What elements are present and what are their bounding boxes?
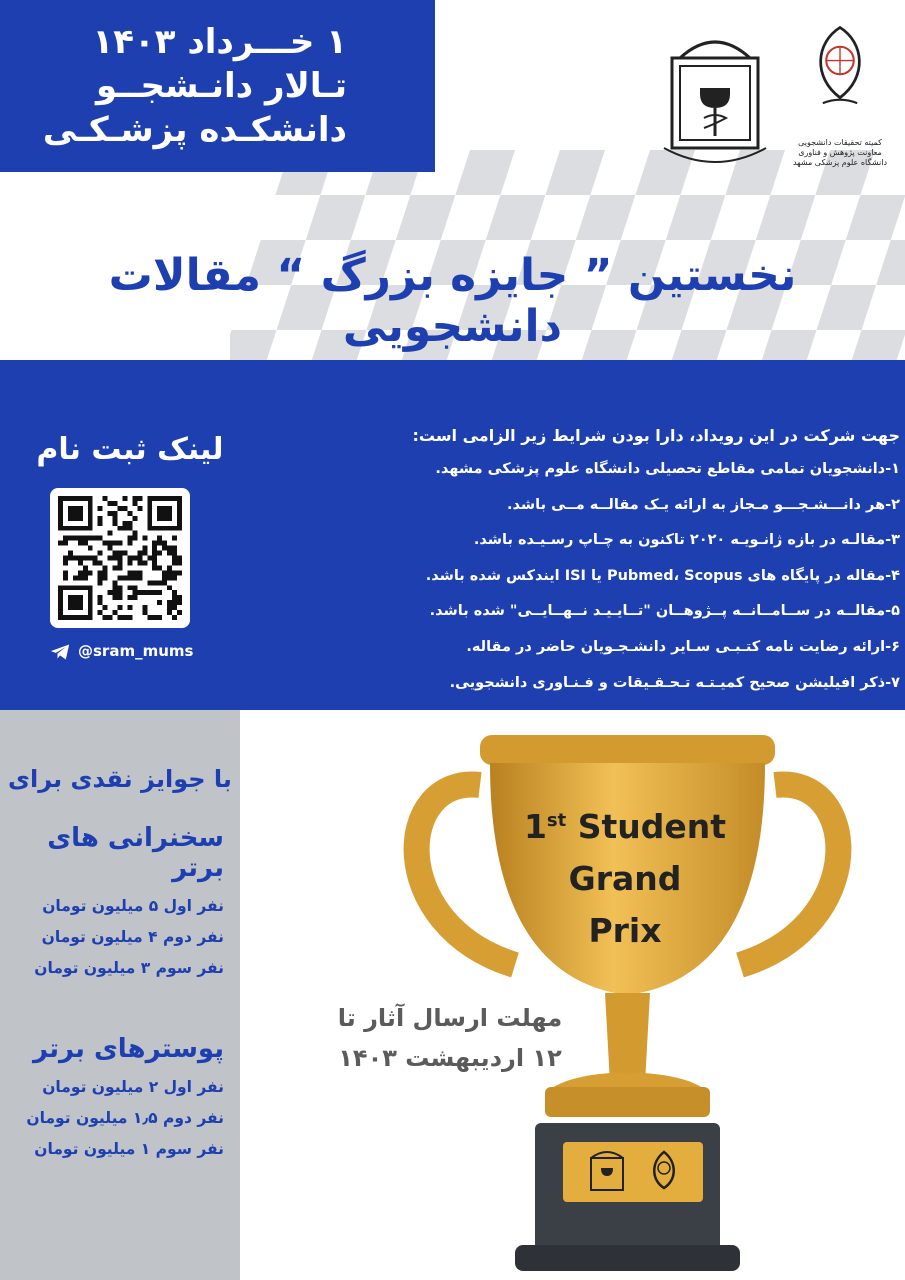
trophy-label bbox=[495, 795, 755, 957]
event-faculty: دانشکـده پزشـکـی bbox=[42, 110, 347, 150]
poster-prize-item: نفر سوم ۱ میلیون تومان bbox=[34, 1140, 224, 1158]
trophy-plaque bbox=[563, 1142, 703, 1202]
speakers-title: سخنرانی های برتر bbox=[47, 823, 224, 883]
mashhad-university-seal-icon bbox=[660, 28, 770, 168]
condition-item: ۱-دانشجویان تمامی مقاطع تحصیلی دانشگاه علوم پزشکی مشهد. bbox=[435, 461, 900, 477]
condition-item: ۲-هر دانـــشـجـــو مـجاز به ارائه یـک مقالــه مــی باشد. bbox=[507, 496, 900, 513]
registration-qr-code[interactable] bbox=[50, 488, 190, 628]
condition-item: ۳-مقالـه در بازه ژانـویـه ۲۰۲۰ تاکنون به چـاپ رسـیـده باشد. bbox=[473, 532, 900, 549]
event-info-box bbox=[0, 0, 435, 172]
event-date: ۱ خـــرداد ۱۴۰۳ bbox=[92, 22, 347, 62]
registration-title: لینک ثبت نام bbox=[36, 432, 224, 467]
condition-item: ۵-مقالــه در ســامــانــه پــژوهــان "تــایـیـد نــهــایــی" شده باشد. bbox=[429, 603, 900, 620]
research-committee-logo-icon bbox=[647, 1148, 681, 1196]
speaker-prize-item: نفر اول ۵ میلیون تومان bbox=[42, 897, 224, 915]
trophy-rank: 1 bbox=[523, 807, 547, 846]
poster-prize-item: نفر اول ۲ میلیون تومان bbox=[42, 1078, 224, 1096]
page-title: نخستین ” جایزه بزرگ “ مقالات دانشجویی bbox=[108, 250, 797, 352]
prizes-list bbox=[0, 765, 240, 1165]
conditions-lead: جهت شرکت در این رویداد، دارا بودن شرایط زیر الزامی است: bbox=[412, 426, 900, 445]
committee-logo-caption: کمیته تحقیقات دانشجویی معاونت پژوهش و فناوری دانشگاه علوم پزشکی مشهد bbox=[792, 138, 888, 167]
telegram-handle[interactable] bbox=[50, 640, 230, 666]
trophy-rank-suffix: st bbox=[546, 810, 567, 831]
trophy-line3: Prix bbox=[588, 911, 662, 950]
deadline-line1: مهلت ارسال آثار تا bbox=[337, 1004, 563, 1032]
speaker-prize-item: نفر دوم ۴ میلیون تومان bbox=[41, 928, 224, 946]
telegram-icon bbox=[50, 643, 70, 661]
qr-code-icon bbox=[58, 496, 182, 620]
prizes-heading: با جوایز نقدی برای bbox=[8, 765, 232, 793]
event-venue: تـالار دانـشجــو bbox=[95, 66, 347, 106]
condition-item: ۴-مقاله در پایگاه های Pubmed، Scopus یا ISI ایندکس شده باشد. bbox=[425, 567, 900, 584]
deadline-line2: ۱۲ اردیبهشت ۱۴۰۳ bbox=[338, 1044, 562, 1072]
speaker-prize-item: نفر سوم ۳ میلیون تومان bbox=[34, 959, 224, 977]
poster-prize-item: نفر دوم ۱٫۵ میلیون تومان bbox=[26, 1109, 224, 1127]
telegram-handle-text: @sram_mums bbox=[78, 642, 194, 660]
condition-item: ۶-ارائه رضایت نامه کتـبـی سـایر دانشـجـویان حاضر در مقاله. bbox=[466, 638, 900, 655]
trophy-line2: Grand bbox=[568, 859, 682, 898]
posters-title: پوسترهای برتر bbox=[33, 1034, 224, 1064]
submission-deadline bbox=[330, 998, 570, 1078]
condition-item: ۷-ذکر افیلیشن صحیح کمیـتـه تـحـقـیقات و فـنـاوری دانشجویی. bbox=[449, 674, 900, 691]
trophy-line1: Student bbox=[566, 807, 727, 846]
mashhad-university-seal-icon bbox=[587, 1148, 627, 1196]
conditions-list bbox=[360, 426, 900, 708]
